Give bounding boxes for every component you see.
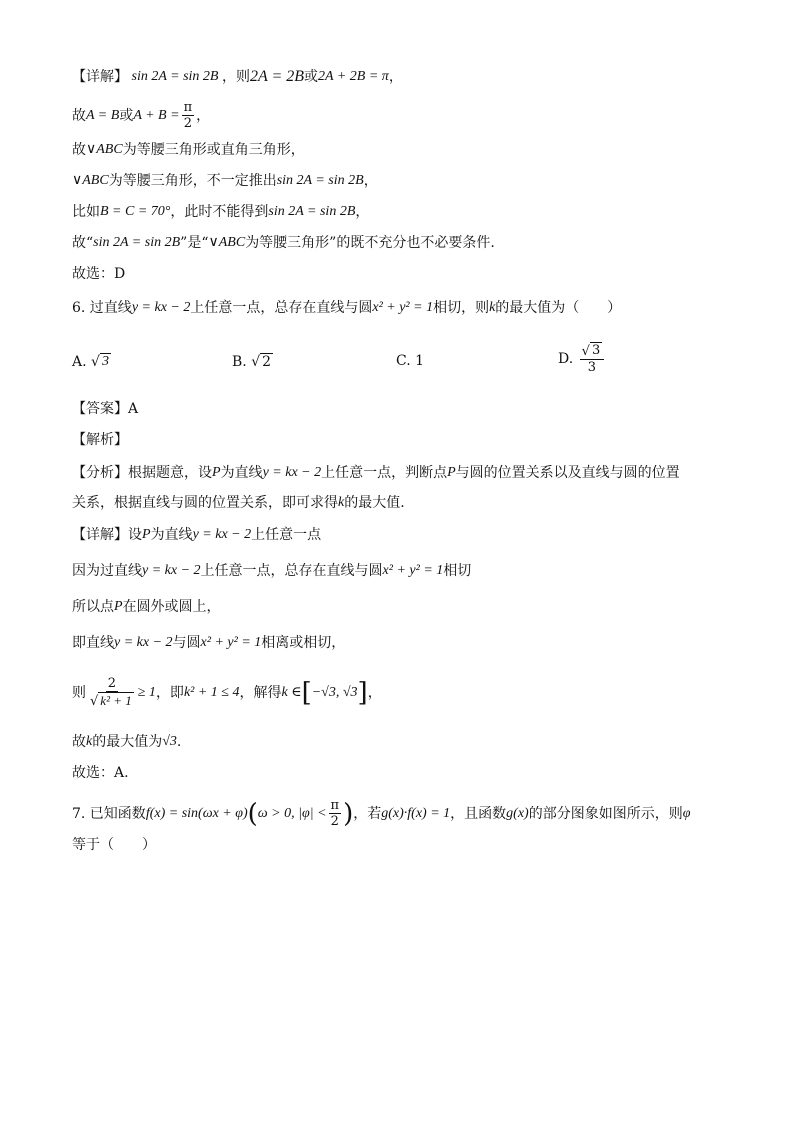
text-line: 则 2 √ k² + 1 ≥ 1 ，即 k² + 1 ≤ 4 ，解得 k ∈ [ −√3, √3 ] ， [72, 676, 382, 709]
option-b: B. √ 2 [232, 353, 272, 370]
text-line: 故选：D [72, 266, 126, 282]
text-line: 【分析】根据题意，设 P 为直线 y = kx − 2 上任意一点，判断点 P 与圆的位置关系以及直线与圆的位置 [72, 465, 680, 481]
text-line: 所以点 P 在圆外或圆上， [72, 599, 221, 615]
question-7: 7. 已知函数 f(x) = sin(ωx + φ) ( ω > 0, |φ| < $\frac{\pi}{2}$ ) ，若 g(x)·f(x) = 1 ，且函数 g(x) 的部分图象如图所示，则 φ [72, 798, 691, 829]
answer-label: 【答案】A [72, 401, 139, 417]
analysis-label: 【解析】 [72, 432, 128, 448]
text-line: 【详解】设 P 为直线 y = kx − 2 上任意一点 [72, 527, 322, 543]
text-line: 即直线 y = kx − 2 与圆 x² + y² = 1 相离或相切， [72, 635, 346, 651]
text-line: 关系，根据直线与圆的位置关系，即可求得 k 的最大值. [72, 495, 405, 511]
text-line: 故 ∨ABC 为等腰三角形或直角三角形， [72, 142, 305, 158]
option-c: C. 1 [396, 353, 425, 369]
text-line: 比如 B = C = 70° ，此时不能得到 sin 2A = sin 2B ， [72, 204, 370, 220]
text-line: 故 k 的最大值为 √3 . [72, 734, 182, 750]
text-line: 因为过直线 y = kx − 2 上任意一点，总存在直线与圆 x² + y² = 1 相切 [72, 563, 472, 579]
question-6: 6. 过直线 y = kx − 2 上任意一点，总存在直线与圆 x² + y² = 1 相切，则 k 的最大值为（ ） [72, 300, 622, 316]
text-line: ∨ABC 为等腰三角形，不一定推出 sin 2A = sin 2B ， [72, 173, 378, 189]
option-a: A. √ 3 [72, 353, 109, 370]
fraction: $\frac{\pi}{2}$ [183, 100, 193, 131]
text-line: 故 A = B 或 A + B = $\frac{\pi}{2}$ ， [72, 100, 211, 131]
text-line: 【详解】 sin 2A = sin 2B ，则 2A = 2B 或 2A + 2B = π ， [72, 68, 403, 85]
text-line: 等于（ ） [72, 837, 156, 853]
option-d: D. √ 3 3 [558, 342, 606, 375]
text-line: 故“ sin 2A = sin 2B ”是“ ∨ABC 为等腰三角形”的既不充分也不必要条件. [72, 235, 495, 251]
text-line: 故选：A. [72, 765, 129, 781]
